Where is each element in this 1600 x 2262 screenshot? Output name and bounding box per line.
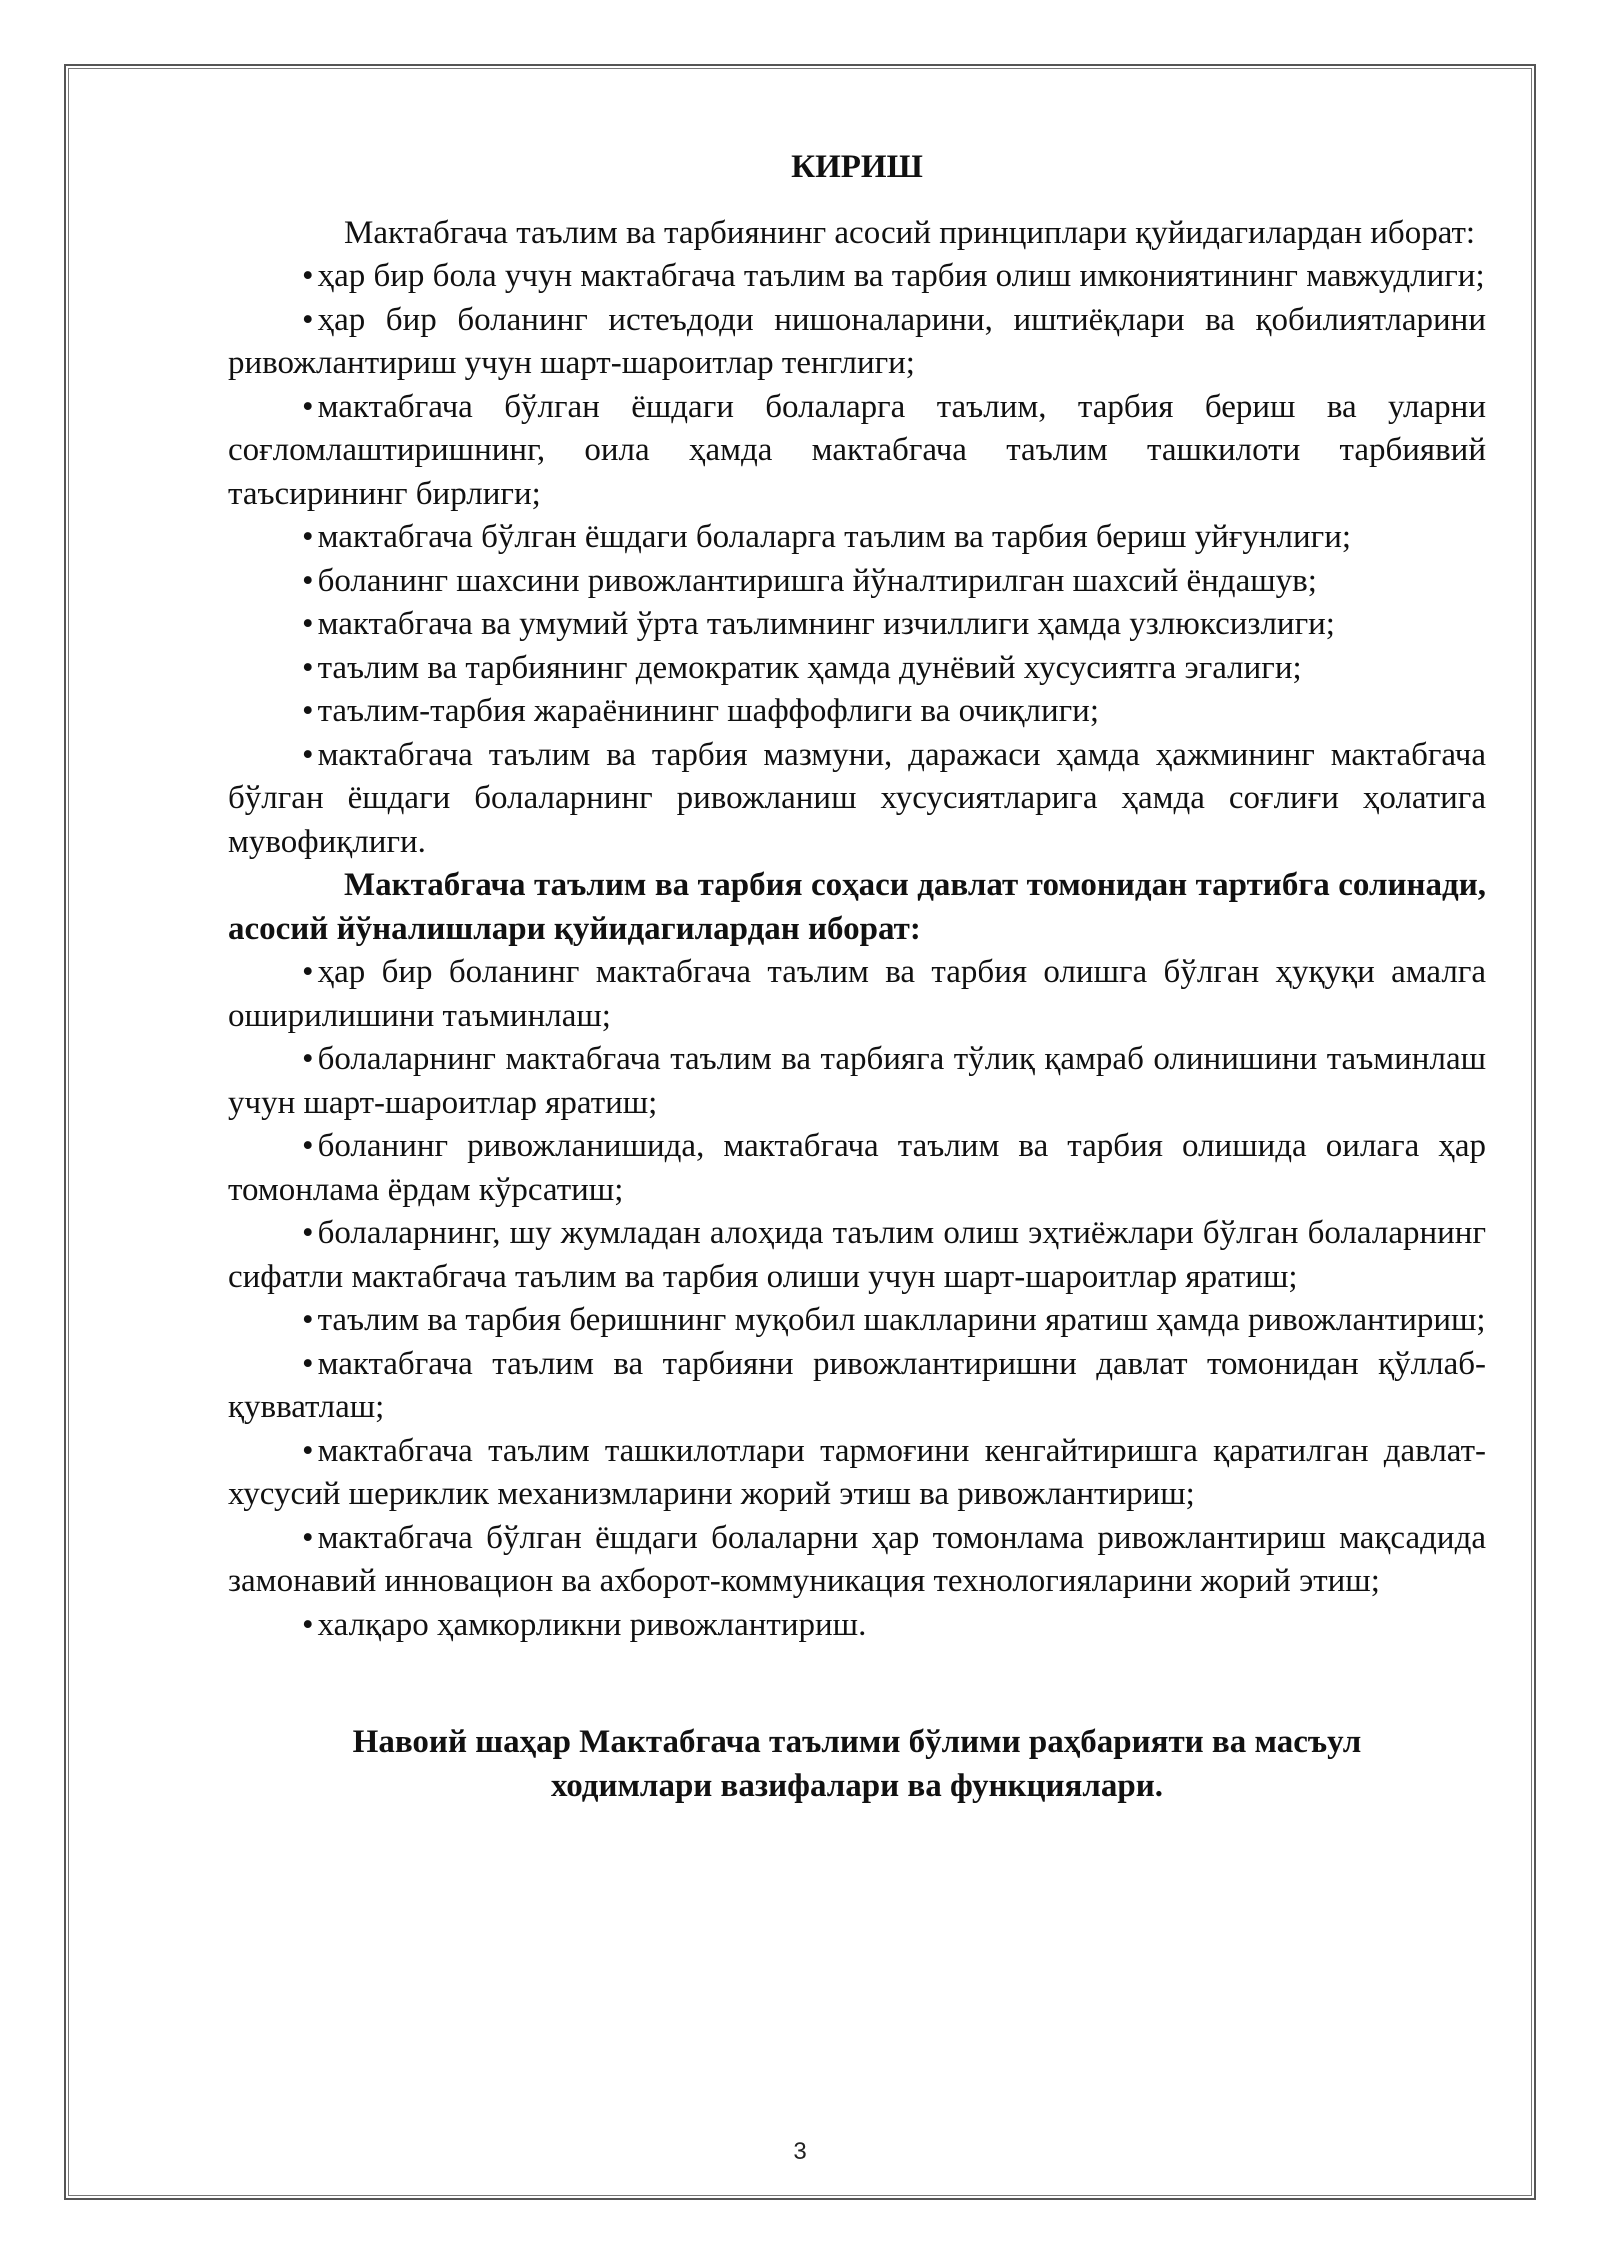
list-item: • мактабгача таълим ташкилотлари тармоғини кенгайтиришга қаратилган давлат-хусусий шериклик механизмларини жорий этиш ва ривожлантириш;	[228, 1430, 1486, 1517]
principles-list	[228, 255, 1486, 864]
list-item: • мактабгача бўлган ёшдаги болаларни ҳар томонлама ривожлантириш мақсадида замонавий инновацион ва ахборот-коммуникация технологияларини жорий этиш;	[228, 1517, 1486, 1604]
intro-paragraph: Мактабгача таълим ва тарбиянинг асосий принциплари қуйидагилардан иборат:	[344, 214, 1476, 251]
list-item: • мактабгача бўлган ёшдаги болаларга таълим ва тарбия бериш уйғунлиги;	[228, 516, 1486, 560]
document-body	[228, 146, 1486, 1808]
list-item: • болаларнинг, шу жумладан алоҳида таълим олиш эҳтиёжлари бўлган болаларнинг сифатли мактабгача таълим ва тарбия олиши учун шарт-шароитлар яратиш;	[228, 1212, 1486, 1299]
list-item: • таълим-тарбия жараёнининг шаффофлиги ва очиқлиги;	[228, 690, 1486, 734]
list-item: • халқаро ҳамкорликни ривожлантириш.	[228, 1604, 1486, 1648]
section-title: Навоий шаҳар Мактабгача таълими бўлими раҳбарияти ва масъул ходимлари вазифалари ва функциялари.	[352, 1724, 1362, 1804]
list-item: • болаларнинг мактабгача таълим ва тарбияга тўлиқ қамраб олинишини таъминлаш учун шарт-шароитлар яратиш;	[228, 1038, 1486, 1125]
list-item: • мактабгача ва умумий ўрта таълимнинг изчиллиги ҳамда узлюксизлиги;	[228, 603, 1486, 647]
list-item: • боланинг шахсини ривожлантиришга йўналтирилган шахсий ёндашув;	[228, 560, 1486, 604]
list-item: • ҳар бир боланинг истеъдоди нишоналарини, иштиёқлари ва қобилиятларини ривожлантириш учун шарт-шароитлар тенглиги;	[228, 299, 1486, 386]
list-item: • ҳар бир боланинг мактабгача таълим ва тарбия олишга бўлган ҳуқуқи амалга оширилишини таъминлаш;	[228, 951, 1486, 1038]
list-item: • таълим ва тарбиянинг демократик ҳамда дунёвий хусусиятга эгалиги;	[228, 647, 1486, 691]
list-item: • мактабгача бўлган ёшдаги болаларга таълим, тарбия бериш ва уларни соғломлаштиришнинг, оила ҳамда мактабгача таълим ташкилоти тарбиявий таъсирининг бирлиги;	[228, 386, 1486, 517]
list-item: • таълим ва тарбия беришнинг муқобил шаклларини яратиш ҳамда ривожлантириш;	[228, 1299, 1486, 1343]
page-number: 3	[793, 2138, 807, 2165]
state-regulation-paragraph: Мактабгача таълим ва тарбия соҳаси давлат томонидан тартибга солинади, асосий йўналишлари қуйидагилардан иборат:	[228, 867, 1486, 947]
page-title: КИРИШ	[791, 149, 923, 185]
directions-list	[228, 951, 1486, 1647]
list-item: • мактабгача таълим ва тарбия мазмуни, даражаси ҳамда ҳажмининг мактабгача бўлган ёшдаги болаларнинг ривожланиш хусусиятларига ҳамда соғлиғи ҳолатига мувофиқлиги.	[228, 734, 1486, 865]
list-item: • боланинг ривожланишида, мактабгача таълим ва тарбия олишида оилага ҳар томонлама ёрдам кўрсатиш;	[228, 1125, 1486, 1212]
list-item: • ҳар бир бола учун мактабгача таълим ва тарбия олиш имкониятининг мавжудлиги;	[228, 255, 1486, 299]
list-item: • мактабгача таълим ва тарбияни ривожлантиришни давлат томонидан қўллаб-қувватлаш;	[228, 1343, 1486, 1430]
